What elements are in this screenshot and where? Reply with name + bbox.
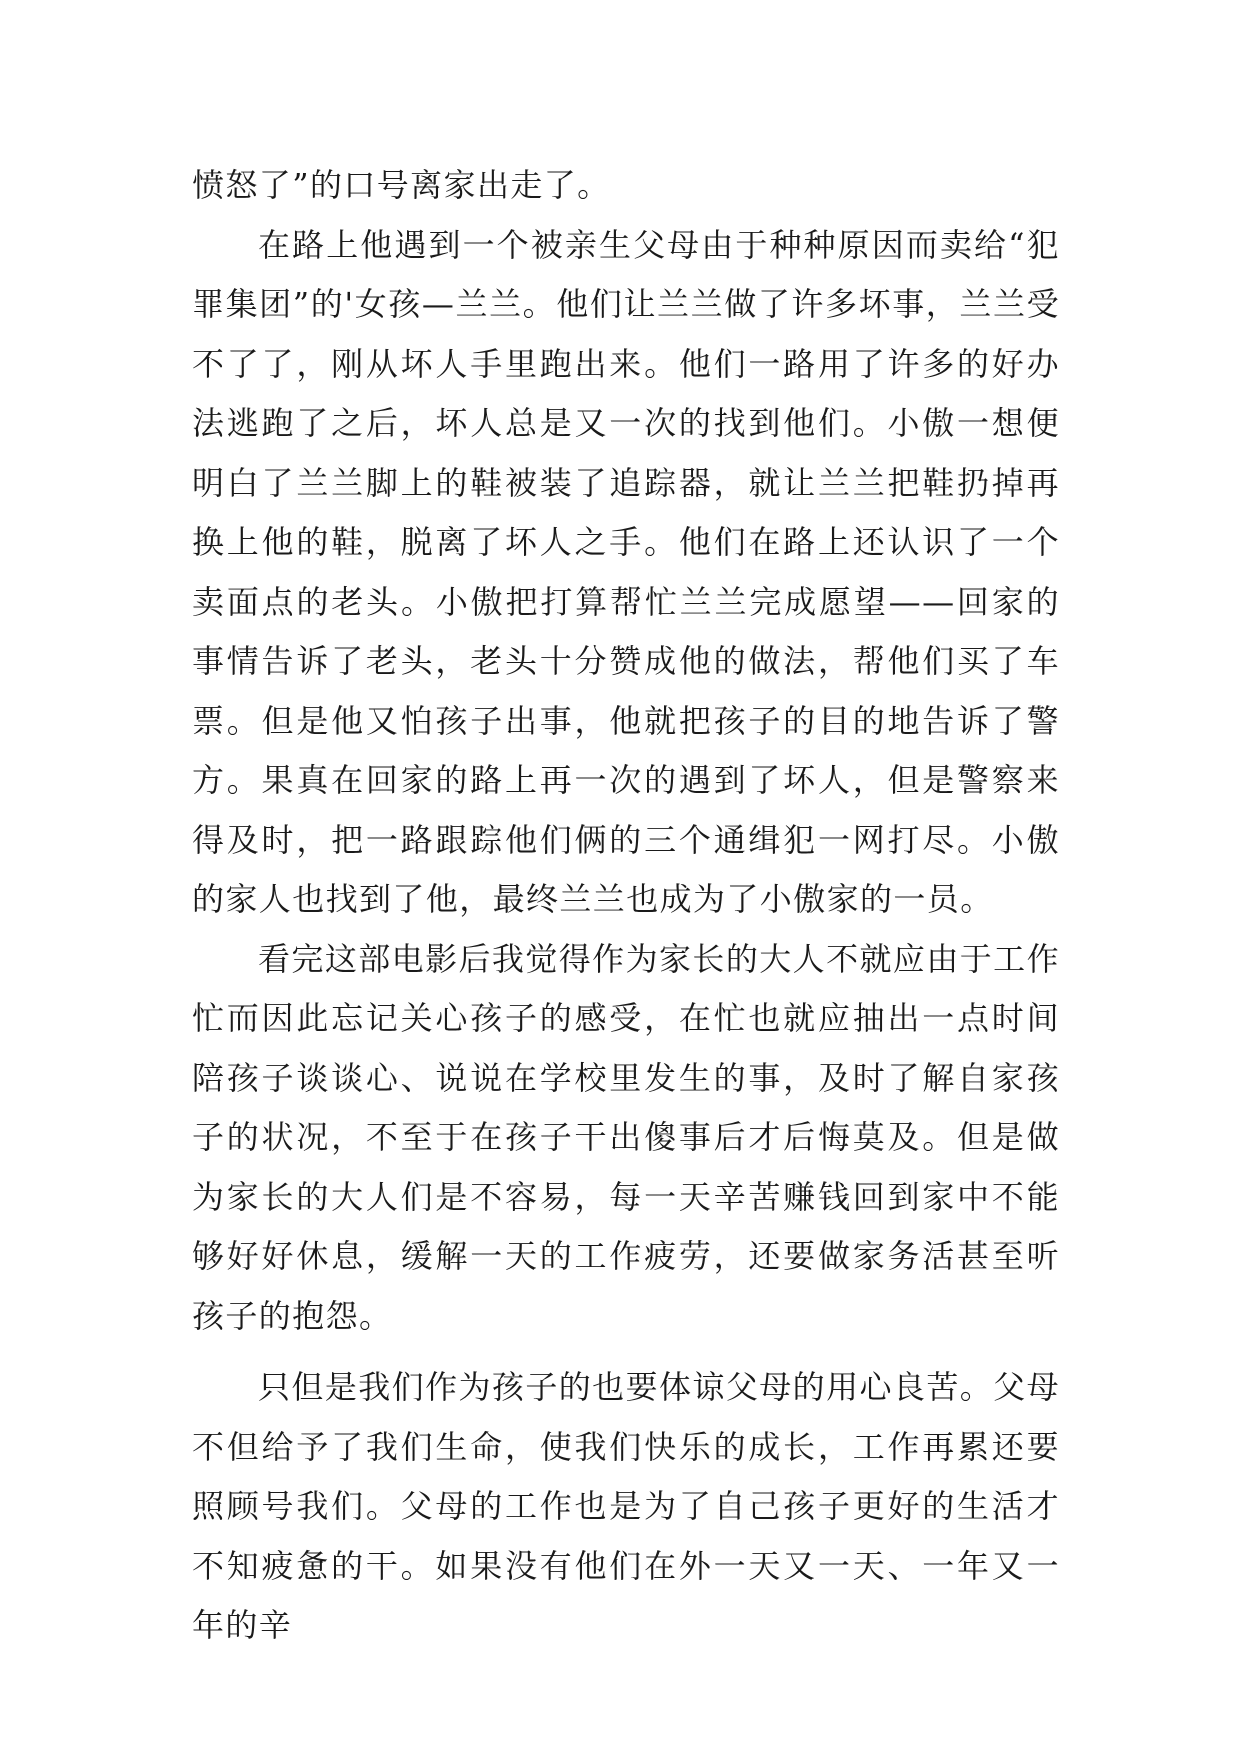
paragraph-4: 只但是我们作为孩子的也要体谅父母的用心良苦。父母不但给予了我们生命，使我们快乐的成长，工作再累还要照顾号我们。父母的工作也是为了自己孩子更好的生活才不知疲惫的干。如果没有他们在外一天又一天、一年又一年的辛	[192, 1368, 1060, 1644]
paragraph-3: 看完这部电影后我觉得作为家长的大人不就应由于工作忙而因此忘记关心孩子的感受，在忙也就应抽出一点时间陪孩子谈谈心、说说在学校里发生的事，及时了解自家孩子的状况，不至于在孩子干出傻事后才后悔莫及。但是做为家长的大人们是不容易，每一天辛苦赚钱回到家中不能够好好休息，缓解一天的工作疲劳，还要做家务活甚至听孩子的抱怨。	[192, 939, 1060, 1335]
paragraph-2: 在路上他遇到一个被亲生父母由于种种原因而卖给“犯罪集团”的'女孩—兰兰。他们让兰兰做了许多坏事，兰兰受不了了，刚从坏人手里跑出来。他们一路用了许多的好办法逃跑了之后，坏人总是又一次的找到他们。小傲一想便明白了兰兰脚上的鞋被装了追踪器，就让兰兰把鞋扔掉再换上他的鞋，脱离了坏人之手。他们在路上还认识了一个卖面点的老头。小傲把打算帮忙兰兰完成愿望——回家的事情告诉了老头，老头十分赞成他的做法，帮他们买了车票。但是他又怕孩子出事，他就把孩子的目的地告诉了警方。果真在回家的路上再一次的遇到了坏人，但是警察来得及时，把一路跟踪他们俩的三个通缉犯一网打尽。小傲的家人也找到了他，最终兰兰也成为了小傲家的一员。	[192, 225, 1060, 918]
body-text	[192, 156, 1060, 1656]
paragraph-1: 愤怒了”的口号离家出走了。	[192, 166, 611, 204]
